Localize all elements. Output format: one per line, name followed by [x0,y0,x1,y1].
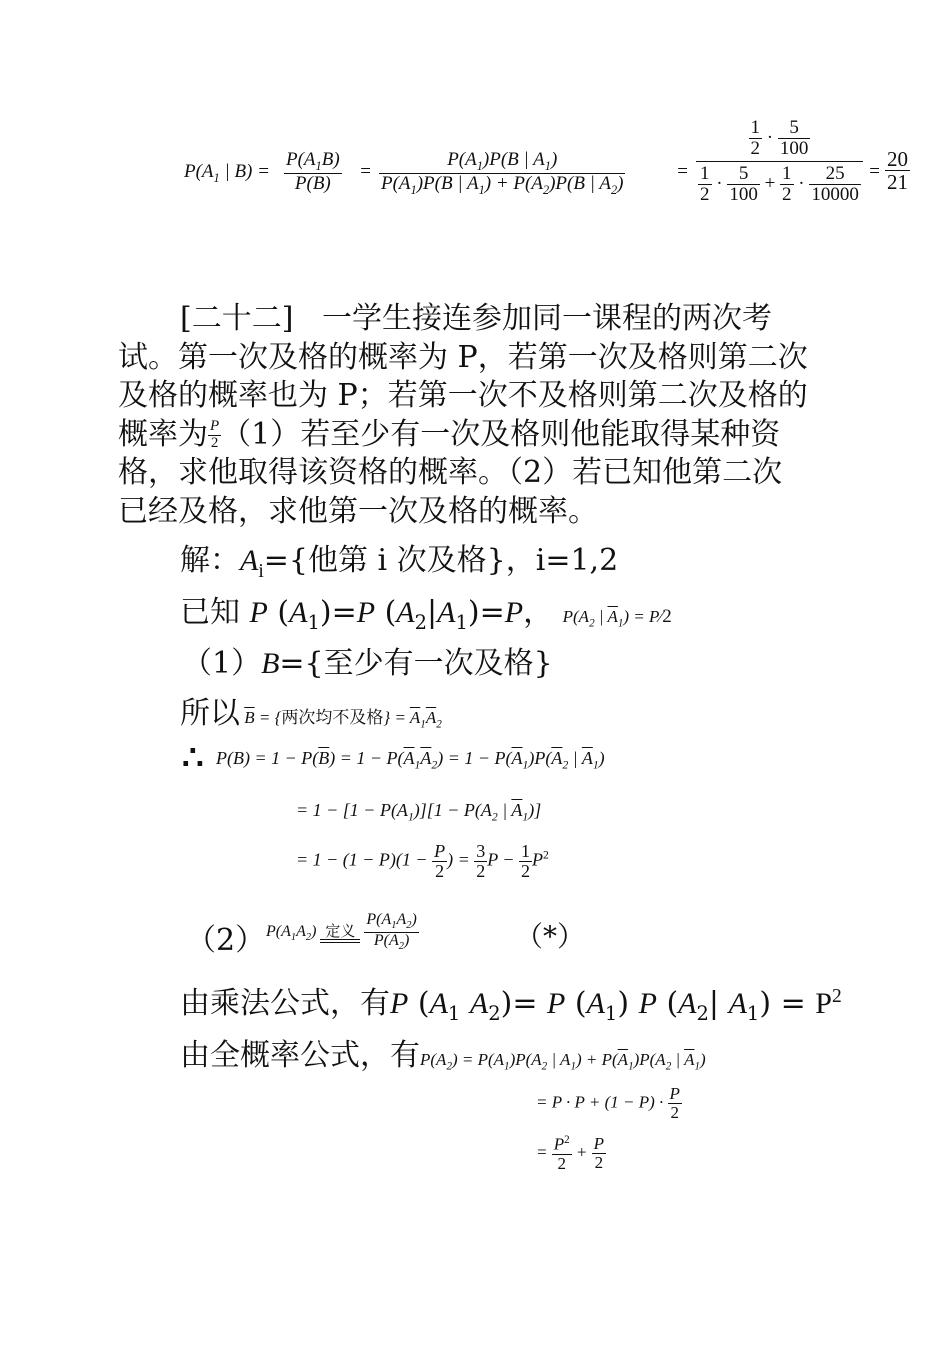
top-formula-lhs: $P(A_1$ | B) = [184,161,270,185]
total-line1: 由全概率公式，有$P(A_2) = P(A_1)P(A_2$ | $A_1) + P(\overline{A}_1)P(A_2$ | $\overline{A}_1$) [180,1038,706,1073]
pb-line1: $P(B) = 1 - P(\overline{B}) = 1 - P(\overline{A}_1\overline{A}_2) = 1 - P(\overline{A}_1)P(\overline{A}_2$ | $\overline{A}_1$) [216,748,605,772]
problem-label: [二十二] [180,301,294,336]
total-line2: = P · P + (1 − P) · $\frac{P}{2}$ [536,1084,680,1122]
part2-formula: $P(A_1A_2)$ 定义 $\frac{P(A_1A_2)}{P(A_2)}$ [266,911,417,953]
solution-intro: 解：$A_i=${他第 i 次及格}，i=1,2 [180,543,619,582]
pb-line3: = 1 − (1 − P)(1 − $\frac{P}{2}$ ) = $\frac{3}{2}$ P − $\frac{1}{2}$ $P^2$ [296,841,549,881]
part2-label: （2） [186,923,266,958]
solution-known: 已知 P $(A_1)=P$ $(A_2|A_1)=P$， $P(A_2$ | $\overline{A}_1$) = P⁄2 [180,595,672,634]
part1-label: （1）B={至少有一次及格} [182,646,553,681]
star-mark: （*） [515,920,586,953]
mult-line: 由乘法公式，有P ($A_1$ $A_2)= P$ $(A_1)$ P ($A_2|$ $A_1) = P^2$ [180,986,842,1025]
complement-line: 所以 $\overline{B}$ = {两次均不及格} = $\overline{A}_1\overline{A}_2$ [180,696,442,731]
top-formula-step1: $\frac{P(A_1B)}{P(B)}$ [286,149,340,194]
top-formula-step2: $\frac{P(A_1)P(B | A_1)}{P(A_1)P(B | A_1) + P(A_2)P(B | A_2)}$ [381,149,624,197]
top-formula-step3: $\frac{1}{2}$ · $\frac{5}{100}$ $\frac{1}{2}$ · $\frac{5}{100}$ + $\frac{1}{2}$ · $\frac{25}{10000}$ [696,118,863,205]
problem-statement: [二十二] 一学生接连参加同一课程的两次考 试。第一次及格的概率为 P，若第一次及格则第二次 及格的概率也为 P；若第一次不及格则第二次及格的 概率为 $\frac{P}{2}$ （1）若至少有一次及格则他能取得某种资 格，求他取得该资格的概率。（2）若已知他第二次 已经及格，求他第一次及格的概率。 [118,301,808,529]
therefore-symbol: ∴ [182,738,204,778]
solution-known-extra: $P(A_2$ | $\overline{A}_1$) = P⁄2 [562,606,672,630]
total-line3: = $\frac{P^2}{2}$ + $\frac{P}{2}$ [536,1134,605,1173]
top-formula-result: $\frac{20}{21}$ [887,147,908,195]
pb-line2: = $1 - [1 - P(A_1)][1 - P(A_2$ | $\overline{A}_1$)] [296,800,542,824]
